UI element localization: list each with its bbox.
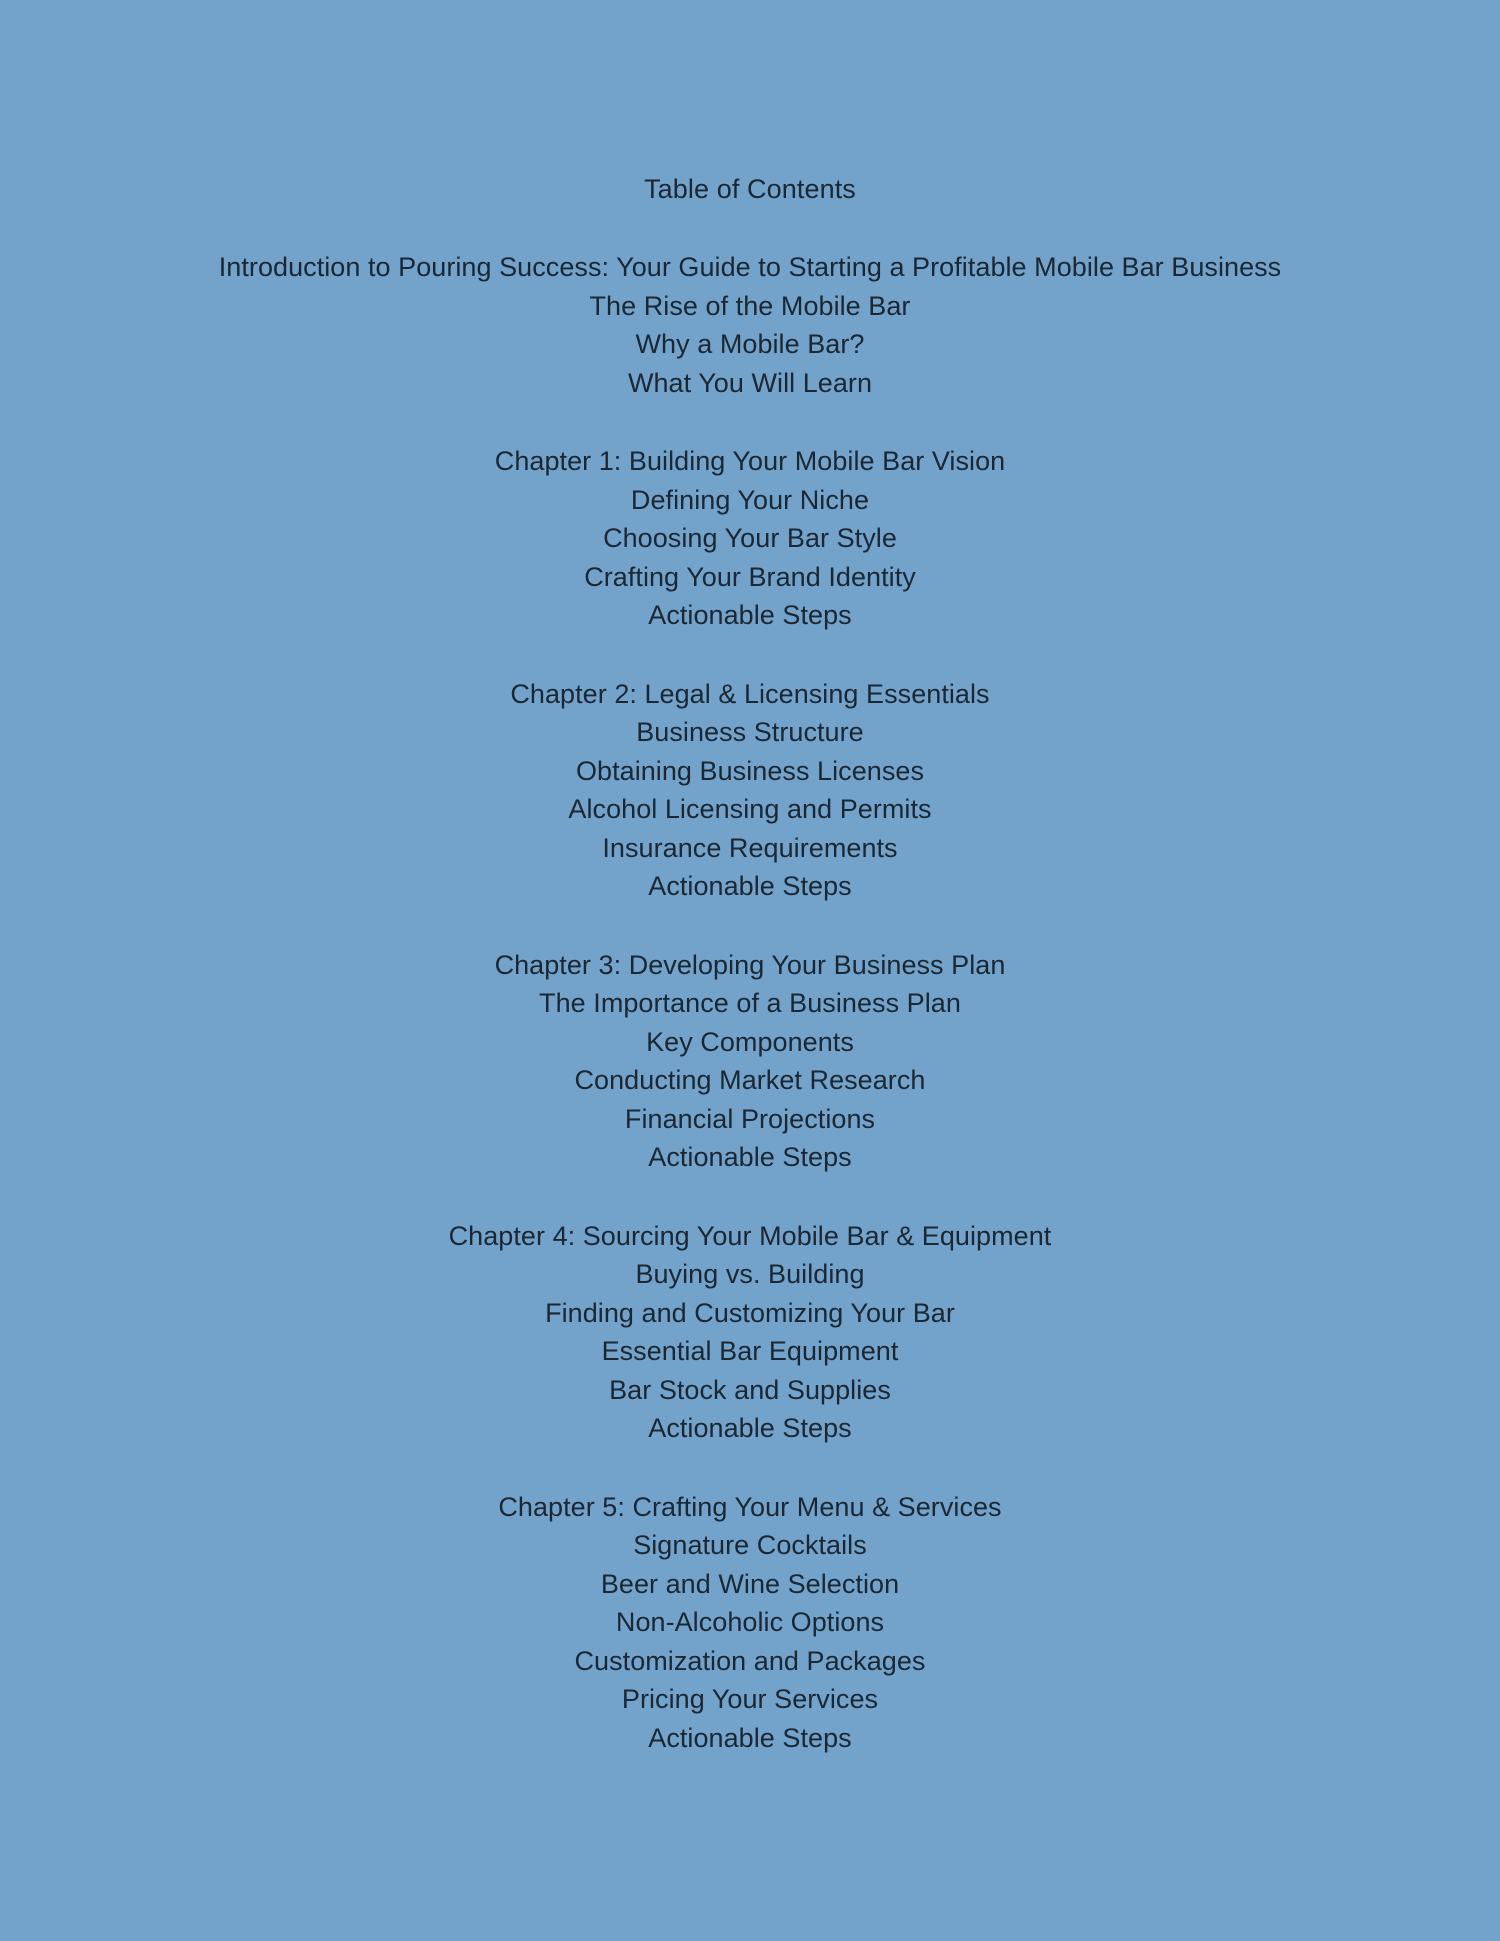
page-title: Table of Contents bbox=[644, 174, 856, 204]
toc-entry[interactable]: Non-Alcoholic Options bbox=[615, 1607, 885, 1637]
toc-entry[interactable]: Choosing Your Bar Style bbox=[603, 523, 897, 553]
toc-entry[interactable]: Buying vs. Building bbox=[635, 1259, 865, 1289]
toc-entry[interactable]: Customization and Packages bbox=[574, 1645, 926, 1676]
toc-entry[interactable]: Key Components bbox=[646, 1026, 854, 1057]
toc-entry[interactable]: Actionable Steps bbox=[648, 1413, 852, 1443]
toc-entry[interactable]: Crafting Your Brand Identity bbox=[584, 561, 916, 592]
toc-entry[interactable]: Conducting Market Research bbox=[574, 1065, 926, 1095]
toc-entry[interactable]: Finding and Customizing Your Bar bbox=[545, 1297, 955, 1328]
toc-entry[interactable]: Beer and Wine Selection bbox=[600, 1568, 900, 1599]
toc-section bbox=[219, 946, 1282, 1177]
toc-section bbox=[219, 442, 1282, 635]
toc-section bbox=[219, 248, 1282, 402]
toc-entry[interactable]: Actionable Steps bbox=[648, 871, 852, 901]
toc-entry[interactable]: What You Will Learn bbox=[627, 367, 873, 398]
toc-entry[interactable]: Signature Cocktails bbox=[633, 1530, 867, 1560]
toc-entry[interactable]: Why a Mobile Bar? bbox=[635, 329, 865, 359]
toc-section bbox=[219, 1217, 1282, 1448]
toc-entry[interactable]: Actionable Steps bbox=[648, 600, 852, 630]
toc-entry[interactable]: Actionable Steps bbox=[648, 1142, 852, 1172]
toc-entry[interactable]: Defining Your Niche bbox=[630, 484, 870, 515]
toc-section bbox=[219, 1488, 1282, 1758]
toc-entry[interactable]: Financial Projections bbox=[624, 1103, 876, 1134]
toc-entry[interactable]: Pricing Your Services bbox=[621, 1684, 879, 1714]
toc-entry[interactable]: Bar Stock and Supplies bbox=[609, 1374, 891, 1405]
toc-entry[interactable]: The Importance of a Business Plan bbox=[539, 988, 961, 1018]
toc-entry[interactable]: Obtaining Business Licenses bbox=[575, 755, 925, 786]
toc-section-heading[interactable]: Chapter 4: Sourcing Your Mobile Bar & Equipment bbox=[448, 1220, 1052, 1251]
toc-entry[interactable]: The Rise of the Mobile Bar bbox=[589, 290, 911, 321]
toc-section bbox=[219, 675, 1282, 906]
toc-section-heading[interactable]: Chapter 3: Developing Your Business Plan bbox=[494, 949, 1006, 980]
toc-section-heading[interactable]: Introduction to Pouring Success: Your Guide to Starting a Profitable Mobile Bar Business bbox=[218, 252, 1282, 282]
toc-section-heading[interactable]: Chapter 1: Building Your Mobile Bar Vision bbox=[494, 446, 1006, 476]
toc-section-heading[interactable]: Chapter 5: Crafting Your Menu & Services bbox=[498, 1491, 1002, 1522]
toc-entry[interactable]: Business Structure bbox=[636, 717, 864, 747]
toc-section-heading[interactable]: Chapter 2: Legal & Licensing Essentials bbox=[510, 678, 990, 709]
toc-section-list bbox=[219, 248, 1282, 1797]
toc-entry[interactable]: Essential Bar Equipment bbox=[601, 1336, 899, 1366]
toc-entry[interactable]: Insurance Requirements bbox=[602, 832, 898, 863]
toc-entry[interactable]: Alcohol Licensing and Permits bbox=[568, 794, 932, 824]
toc-entry[interactable]: Actionable Steps bbox=[648, 1722, 852, 1753]
